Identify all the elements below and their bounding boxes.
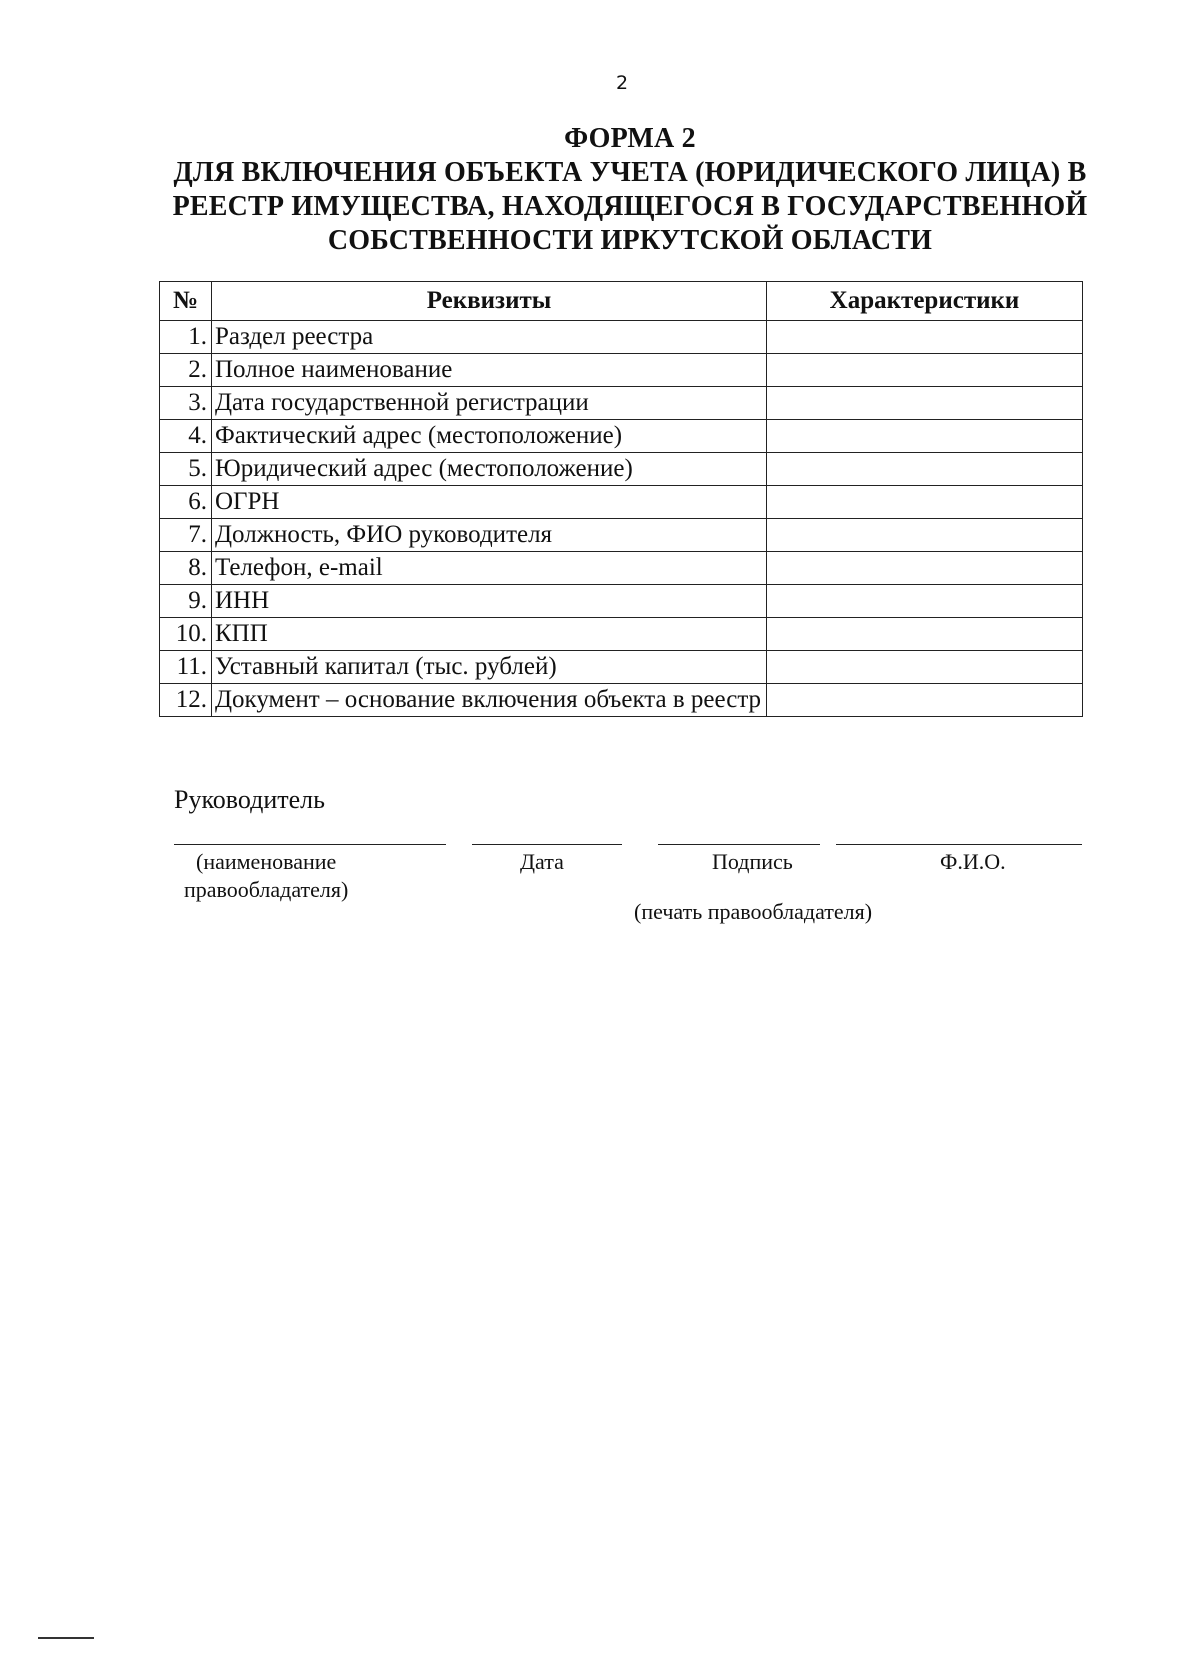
- row-number: 9.: [160, 585, 212, 618]
- row-requisite: Дата государственной регистрации: [212, 387, 767, 420]
- signature-caption: Подпись: [712, 849, 793, 874]
- row-number: 4.: [160, 420, 212, 453]
- row-requisite: Уставный капитал (тыс. рублей): [212, 651, 767, 684]
- header-number: №: [160, 282, 212, 321]
- owner-name-caption: [184, 848, 348, 904]
- row-requisite: Фактический адрес (местоположение): [212, 420, 767, 453]
- row-number: 6.: [160, 486, 212, 519]
- row-requisite: Телефон, e-mail: [212, 552, 767, 585]
- row-characteristic-cell[interactable]: [767, 684, 1083, 717]
- row-requisite: Раздел реестра: [212, 321, 767, 354]
- row-requisite: Юридический адрес (местоположение): [212, 453, 767, 486]
- table-row: [160, 519, 1083, 552]
- owner-name-caption-line-1: (наименование: [196, 849, 337, 874]
- row-characteristic-cell[interactable]: [767, 387, 1083, 420]
- form-title-line-4: СОБСТВЕННОСТИ ИРКУТСКОЙ ОБЛАСТИ: [327, 225, 933, 256]
- row-requisite: ИНН: [212, 585, 767, 618]
- row-number: 5.: [160, 453, 212, 486]
- table-body: [160, 321, 1083, 717]
- date-caption: Дата: [520, 849, 564, 874]
- row-characteristic-cell[interactable]: [767, 585, 1083, 618]
- row-requisite: ОГРН: [212, 486, 767, 519]
- row-characteristic-cell[interactable]: [767, 618, 1083, 651]
- form-title-line-3: РЕЕСТР ИМУЩЕСТВА, НАХОДЯЩЕГОСЯ В ГОСУДАРСТВЕННОЙ: [172, 191, 1088, 222]
- page-number: 2: [615, 72, 629, 94]
- table-row: [160, 585, 1083, 618]
- footer-mark: [38, 1637, 94, 1639]
- row-number: 7.: [160, 519, 212, 552]
- row-number: 10.: [160, 618, 212, 651]
- table-row: [160, 651, 1083, 684]
- owner-name-caption-line-2: правообладателя): [184, 877, 349, 902]
- row-requisite: КПП: [212, 618, 767, 651]
- manager-label: Руководитель: [174, 785, 325, 814]
- seal-caption: (печать правообладателя): [634, 899, 873, 924]
- table-row: [160, 552, 1083, 585]
- row-number: 8.: [160, 552, 212, 585]
- row-characteristic-cell[interactable]: [767, 486, 1083, 519]
- row-requisite: Документ – основание включения объекта в реестр: [212, 684, 767, 717]
- table-row: [160, 486, 1083, 519]
- table-row: [160, 321, 1083, 354]
- fio-line: [836, 844, 1082, 845]
- row-characteristic-cell[interactable]: [767, 651, 1083, 684]
- table-header-row: [160, 282, 1083, 321]
- date-line: [472, 844, 622, 845]
- header-requisites: Реквизиты: [212, 282, 767, 321]
- header-characteristics: Характеристики: [767, 282, 1083, 321]
- owner-name-line: [174, 844, 446, 845]
- form-title-line-1: ФОРМА 2: [564, 123, 696, 154]
- table-row: [160, 354, 1083, 387]
- row-characteristic-cell[interactable]: [767, 519, 1083, 552]
- form-title-line-2: ДЛЯ ВКЛЮЧЕНИЯ ОБЪЕКТА УЧЕТА (ЮРИДИЧЕСКОГО ЛИЦА) В: [173, 157, 1087, 188]
- table-row: [160, 420, 1083, 453]
- form-title: [160, 122, 1100, 258]
- table-row: [160, 684, 1083, 717]
- fio-caption: Ф.И.О.: [940, 849, 1006, 874]
- requisites-table: [159, 281, 1083, 717]
- row-characteristic-cell[interactable]: [767, 354, 1083, 387]
- row-characteristic-cell[interactable]: [767, 552, 1083, 585]
- row-number: 12.: [160, 684, 212, 717]
- row-number: 2.: [160, 354, 212, 387]
- table-row: [160, 387, 1083, 420]
- row-characteristic-cell[interactable]: [767, 453, 1083, 486]
- row-characteristic-cell[interactable]: [767, 321, 1083, 354]
- row-number: 3.: [160, 387, 212, 420]
- row-requisite: Должность, ФИО руководителя: [212, 519, 767, 552]
- row-number: 11.: [160, 651, 212, 684]
- table-row: [160, 453, 1083, 486]
- row-requisite: Полное наименование: [212, 354, 767, 387]
- table-row: [160, 618, 1083, 651]
- row-characteristic-cell[interactable]: [767, 420, 1083, 453]
- signature-line: [658, 844, 820, 845]
- row-number: 1.: [160, 321, 212, 354]
